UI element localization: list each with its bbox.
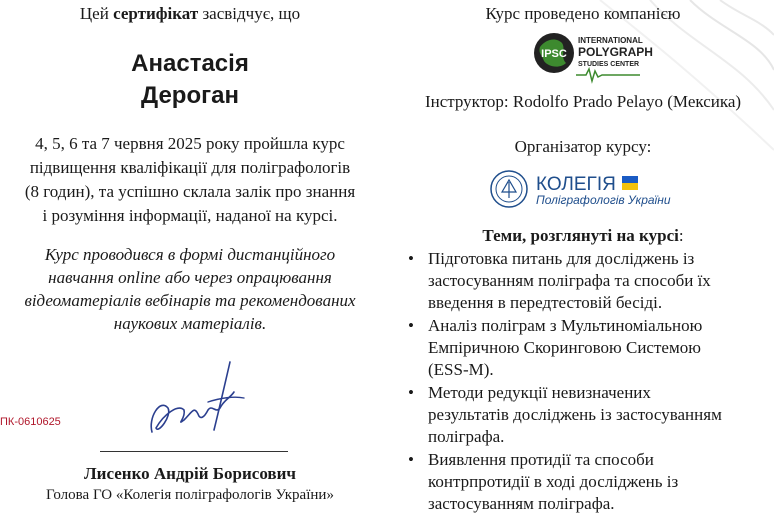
bullet-icon: • bbox=[408, 450, 414, 469]
ipsc-line2: POLYGRAPH bbox=[578, 45, 653, 59]
course-format-note bbox=[0, 243, 380, 335]
recipient-name bbox=[0, 48, 380, 112]
handwritten-signature bbox=[138, 358, 248, 444]
intro-prefix: Цей bbox=[79, 4, 114, 23]
recipient-first-name: Анастасія bbox=[131, 50, 249, 77]
ipsc-badge-text: IPSC bbox=[541, 48, 567, 60]
ipsc-line1: INTERNATIONAL bbox=[578, 36, 643, 45]
bullet-icon: • bbox=[408, 383, 414, 402]
certificate-intro bbox=[0, 4, 380, 24]
recipient-last-name: Дероган bbox=[141, 82, 239, 109]
format-line: Курс проводився в формі дистанційного bbox=[44, 245, 336, 264]
statement-line: підвищення кваліфікації для поліграфологів bbox=[29, 158, 351, 177]
topics-title-text: Теми, розглянуті на курсі bbox=[482, 226, 679, 245]
topic-line: застосуванням поліграфа та способи їх bbox=[428, 271, 711, 290]
conducted-by-label: Курс проведено компанією bbox=[485, 4, 681, 23]
ipsc-line3: STUDIES CENTER bbox=[578, 61, 640, 68]
list-item bbox=[408, 449, 774, 515]
bullet-icon: • bbox=[408, 316, 414, 335]
signature-line bbox=[100, 451, 288, 452]
topic-line: введення в передтестовій бесіді. bbox=[428, 293, 663, 312]
certificate-id: ПК-0610625 bbox=[0, 416, 61, 428]
topic-line: Аналіз поліграм з Мультиноміальною bbox=[428, 316, 703, 335]
topic-line: Підготовка питань для досліджень із bbox=[428, 249, 695, 268]
list-item bbox=[408, 315, 774, 381]
certificate-statement bbox=[0, 132, 380, 228]
intro-suffix: засвідчує, що bbox=[198, 4, 301, 23]
topics-title bbox=[392, 226, 774, 246]
list-item bbox=[408, 382, 774, 448]
topic-line: поліграфа. bbox=[428, 427, 505, 446]
format-line: навчання online або через опрацювання bbox=[48, 268, 332, 287]
signer-name: Лисенко Андрій Борисович bbox=[84, 464, 296, 483]
certificate-left-column bbox=[0, 0, 380, 519]
signer-title: Голова ГО «Колегія поліграфологів України» bbox=[46, 487, 334, 503]
bullet-icon: • bbox=[408, 249, 414, 268]
kolegia-subtitle: Поліграфологів України bbox=[536, 193, 671, 207]
topic-line: Емпіричною Скоринговою Системою bbox=[428, 338, 701, 357]
topics-list bbox=[408, 248, 774, 516]
topic-line: контрпротидії в ході досліджень із bbox=[428, 472, 679, 491]
intro-bold-word: сертифікат bbox=[113, 4, 199, 23]
topic-line: Методи редукції невизначених bbox=[428, 383, 651, 402]
topics-title-colon: : bbox=[678, 226, 684, 245]
statement-line: і розуміння інформації, наданої на курсі. bbox=[42, 206, 338, 225]
topic-line: результатів досліджень із застосуванням bbox=[428, 405, 722, 424]
topic-line: (ESS-M). bbox=[428, 360, 494, 379]
topic-line: Виявлення протидії та способи bbox=[428, 450, 654, 469]
instructor-line: Інструктор: Rodolfo Prado Pelayo (Мексика) bbox=[424, 92, 742, 111]
ipsc-logo bbox=[532, 29, 653, 85]
statement-line: 4, 5, 6 та 7 червня 2025 року пройшла курс bbox=[35, 134, 345, 153]
kolegia-logo bbox=[488, 168, 698, 210]
kolegia-title: КОЛЕГІЯ bbox=[536, 174, 616, 195]
format-line: наукових матеріалів. bbox=[113, 314, 267, 333]
certificate-right-column bbox=[392, 0, 774, 519]
organizer-label: Організатор курсу: bbox=[514, 137, 652, 156]
statement-line: (8 годин), та успішно склала залік про знання bbox=[24, 182, 356, 201]
format-line: відеоматеріалів вебінарів та рекомендованих bbox=[24, 291, 356, 310]
topic-line: застосуванням поліграфа. bbox=[428, 494, 615, 513]
list-item bbox=[408, 248, 774, 314]
